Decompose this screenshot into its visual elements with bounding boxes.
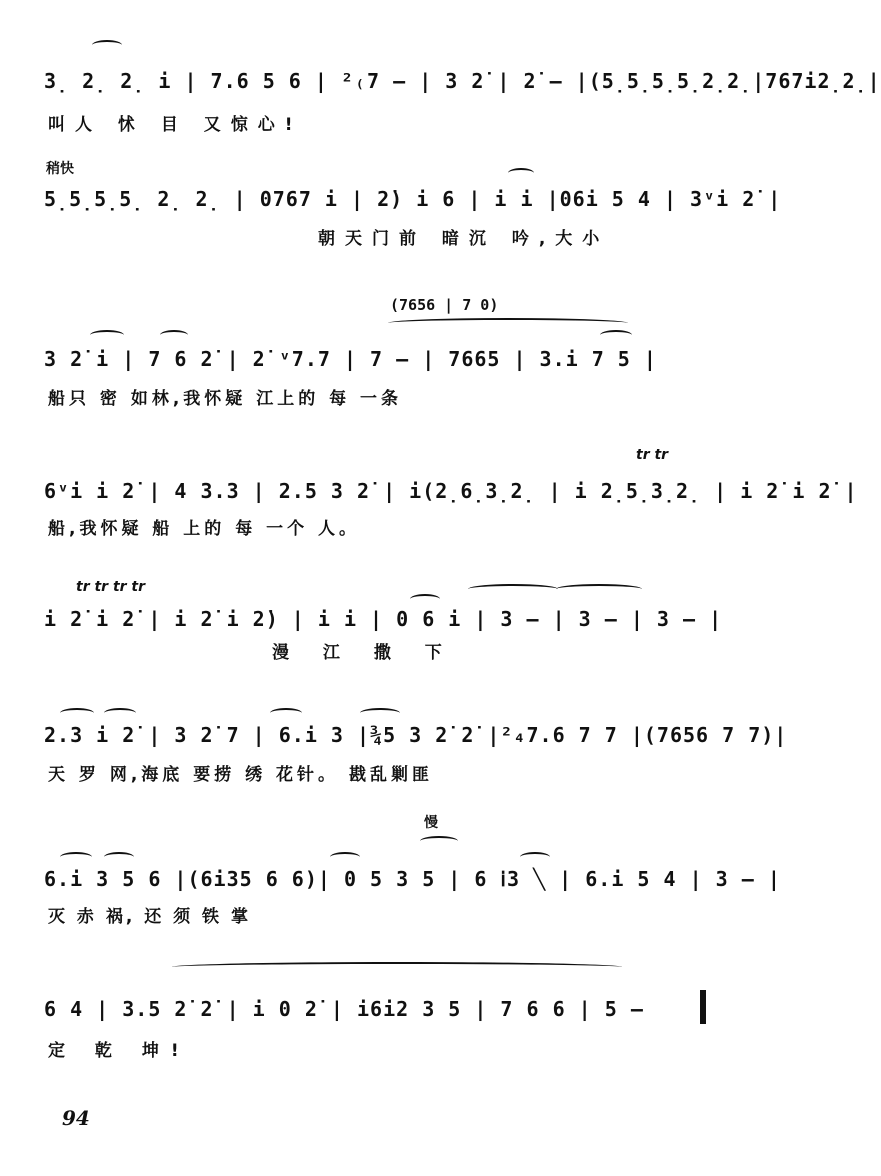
slur — [360, 708, 400, 718]
notation-line: 6.i 3 5 6 |(6i35 6 6)| 0 5 3 5 | 6 ⅰ3 ╲ | 6.i 5 4 | 3 — | — [44, 867, 781, 891]
lyrics-line: 天 罗 网,海底 要捞 绣 花针。 戡乱剿匪 — [48, 765, 433, 785]
slur — [420, 836, 458, 846]
page-number: 94 — [62, 1106, 90, 1130]
slur — [90, 330, 124, 340]
tempo-marking: 稍快 — [46, 161, 74, 177]
tempo-marking: 慢 — [424, 815, 438, 831]
lyrics-line: 漫 江 撒 下 — [272, 643, 456, 663]
slur — [60, 708, 94, 718]
notation-line: 5̣5̣5̣5̣ 2̣ 2̣ | 0767 i | 2̇) i 6 | i i |06i 5 4 | 3ᵛi 2̇ | — [44, 187, 782, 211]
notation-line: 6ᵛi i 2̇ | 4 3.3 | 2.5 3 2̇ | i(2̣6̣3̣2̣ | i 2̣5̣3̣2̣ | i 2̇ i 2̇ | — [44, 479, 858, 503]
lyrics-line: 定 乾 坤! — [48, 1041, 191, 1061]
notation-line: 2.3 i 2̇ | 3 2̇ 7 | 6.i 3 |¾5 3 2̇ 2̇ |²₄7.6 7 7 |(7656 7 7)| — [44, 723, 788, 747]
trill-marks: tr tr — [636, 447, 669, 463]
lyrics-line: 朝天门前 暗沉 吟,大小 — [318, 229, 610, 249]
lyrics-line: 灭 赤 祸, 还 须 铁 掌 — [48, 907, 251, 927]
notation-line: i 2̇ i 2̇ | i 2̇ i 2̇) | i i | 0 6 i | 3 — | 3 — | 3 — | — [44, 607, 723, 631]
slur — [468, 584, 558, 594]
trill-marks: tr tr tr tr — [76, 579, 146, 595]
slur — [600, 330, 632, 340]
slur — [104, 708, 136, 718]
slur — [270, 708, 302, 718]
slur — [388, 318, 628, 328]
slur — [104, 852, 134, 862]
final-barline — [700, 990, 706, 1024]
slur — [508, 168, 534, 178]
notation-line: 6 4 | 3.5 2̇ 2̇ | i 0 2̇ | i6i2 3 5 | 7 6 6 | 5 — — [44, 997, 644, 1021]
notation-line: 3̣ 2̣ 2̣ i | 7.6 5 6 | ²₍7 — | 3 2̇ | 2̇ — |(5̣5̣5̣5̣2̣2̣|767i2̣2̣| — [44, 69, 881, 93]
slur — [556, 584, 642, 594]
notation-line: 3 2̇ i | 7 6 2̇ | 2̇ ᵛ7.7 | 7 — | 7665 | 3.i 7 5 | — [44, 347, 657, 371]
slur — [410, 594, 440, 604]
slur — [92, 40, 122, 50]
bracketed-annotation: (7656 | 7 0) — [390, 296, 499, 314]
lyrics-line: 船,我怀疑 船 上的 每 一个 人。 — [48, 519, 361, 539]
lyrics-line: 叫人 怵 目 又惊心! — [48, 115, 303, 135]
slur — [60, 852, 92, 862]
slur — [160, 330, 188, 340]
lyrics-line: 船只 密 如林,我怀疑 江上的 每 一条 — [48, 389, 403, 409]
slur — [330, 852, 360, 862]
slur — [520, 852, 550, 862]
slur — [172, 962, 622, 972]
